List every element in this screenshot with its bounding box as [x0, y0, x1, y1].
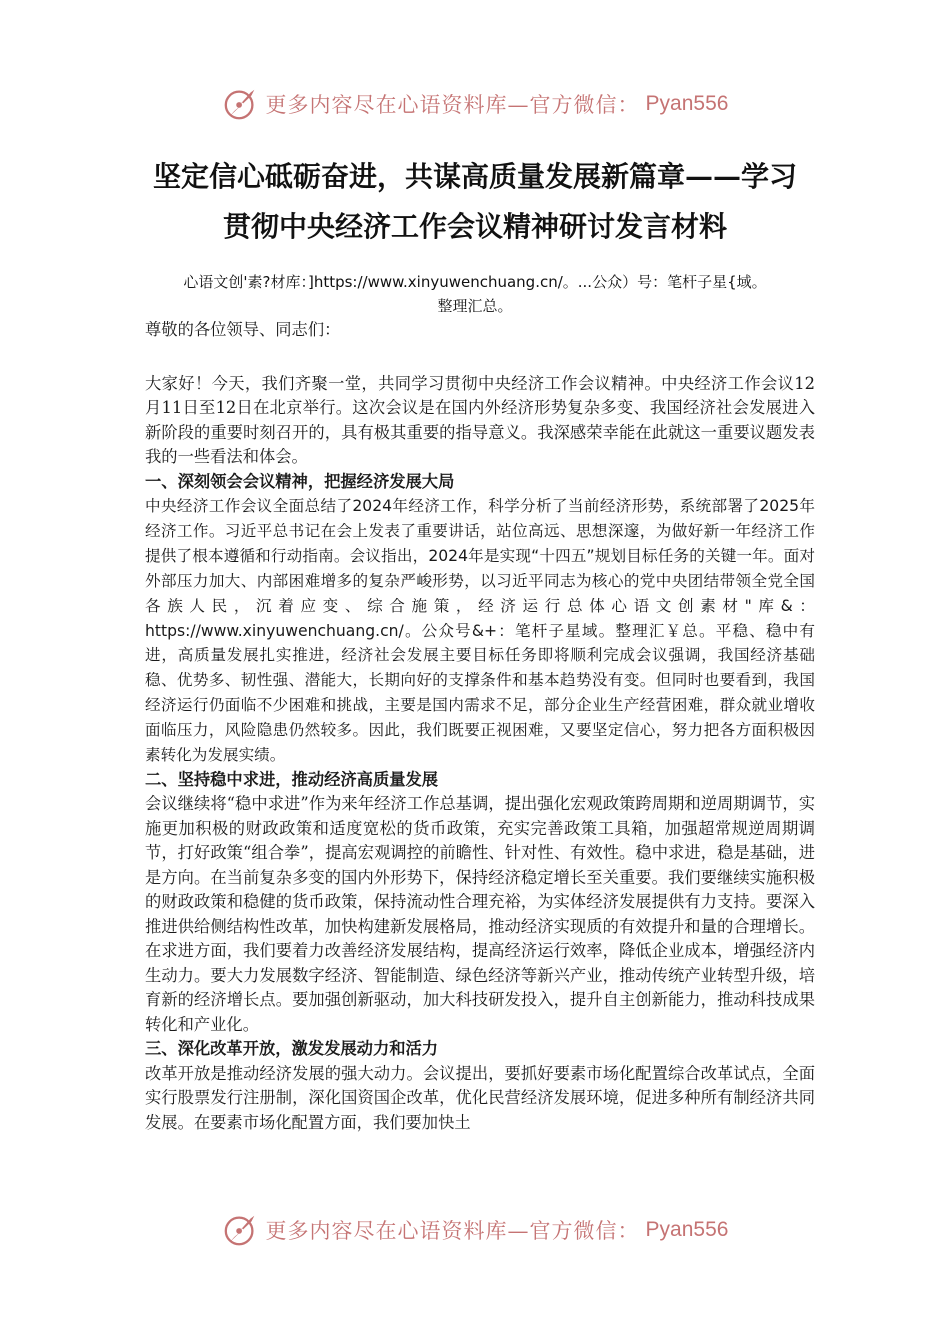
source-line-1: 心语文创'素?材库：]https://www.xinyuwenchuang.cn/。...公众）号：笔杆子星{域。: [183, 273, 767, 291]
section-1-paragraph: 中央经济工作会议全面总结了2024年经济工作，科学分析了当前经济形势，系统部署了2025年经济工作。习近平总书记在会上发表了重要讲话，站位高远、思想深邃，为做好新一年经济工作提供了根本遵循和行动指南。会议指出，2024年是实现“十四五”规划目标任务的关键一年。面对外部压力加大、内部困难增多的复杂严峻形势，以习近平同志为核心的党中央团结带领全党全国各族人民，沉着应变、综合施策，经济运行总体心语文创素材"库&：https://www.xinyuwenchuang.cn/。公众号&+：笔杆子星域。整理汇￥总。平稳、稳中有进，高质量发展扎实推进，经济社会发展主要目标任务即将顺利完成会议强调，我国经济基础稳、优势多、韧性强、潜能大，长期向好的支撑条件和基本趋势没有变。但同时也要看到，我国经济运行仍面临不少困难和挑战，主要是国内需求不足，部分企业生产经营困难，群众就业增收面临压力，风险隐患仍然较多。因此，我们既要正视困难，又要坚定信心，努力把各方面积极因素转化为发展实绩。: [145, 497, 815, 765]
title-line-1: 坚定信心砥砺奋进，共谋高质量发展新篇章——学习: [152, 160, 797, 193]
greeting: 尊敬的各位领导、同志们：: [145, 320, 341, 339]
banner-wechat-id: Pyan556: [645, 92, 729, 115]
footer-banner-text: 更多内容尽在心语资料库—官方微信：: [265, 1219, 640, 1243]
section-3-paragraph: 改革开放是推动经济发展的强大动力。会议提出，要抓好要素市场化配置综合改革试点，全面实行股票发行注册制，深化国资国企改革，优化民营经济发展环境，促进多种所有制经济共同发展。在要素市场化配置方面，我们要加快土: [145, 1063, 815, 1132]
document-title: [110, 152, 840, 252]
quill-logo-icon: [222, 85, 260, 123]
footer-banner: [0, 1208, 950, 1252]
title-line-2: 贯彻中央经济工作会议精神研讨发言材料: [222, 210, 727, 243]
section-2-heading: 二、坚持稳中求进，推动经济高质量发展: [145, 769, 439, 789]
section-2-paragraph: 会议继续将“稳中求进”作为来年经济工作总基调，提出强化宏观政策跨周期和逆周期调节，实施更加积极的财政政策和适度宽松的货币政策，充实完善政策工具箱，加强超常规逆周期调节，打好政策“组合拳”，提高宏观调控的前瞻性、针对性、有效性。稳中求进，稳是基础，进是方向。在当前复杂多变的国内外形势下，保持经济稳定增长至关重要。我们要继续实施积极的财政政策和稳健的货币政策，保持流动性合理充裕，为实体经济发展提供有力支持。要深入推进供给侧结构性改革，加快构建新发展格局，推动经济实现质的有效提升和量的合理增长。在求进方面，我们要着力改善经济发展结构，提高经济运行效率，降低企业成本，增强经济内生动力。要大力发展数字经济、智能制造、绿色经济等新兴产业，推动传统产业转型升级，培育新的经济增长点。要加强创新驱动，加大科技研发投入，提升自主创新能力，推动科技成果转化和产业化。: [145, 794, 815, 1034]
footer-banner-wechat-id: Pyan556: [645, 1218, 729, 1241]
header-banner: [0, 82, 950, 126]
source-line-2: 整理汇总。: [437, 297, 513, 315]
section-1-heading: 一、深刻领会会议精神，把握经济发展大局: [145, 471, 455, 491]
quill-logo-icon: [222, 1211, 260, 1249]
section-3-heading: 三、深化改革开放，激发发展动力和活力: [145, 1039, 439, 1059]
document-body: [145, 318, 815, 1135]
intro-paragraph: 大家好！今天，我们齐聚一堂，共同学习贯彻中央经济工作会议精神。中央经济工作会议12月11日至12日在北京举行。这次会议是在国内外经济形势复杂多变、我国经济社会发展进入新阶段的重要时刻召开的，具有极其重要的指导意义。我深感荣幸能在此就这一重要议题发表我的一些看法和体会。: [145, 373, 815, 466]
banner-text: 更多内容尽在心语资料库—官方微信：: [265, 93, 640, 117]
source-note: [140, 270, 810, 318]
